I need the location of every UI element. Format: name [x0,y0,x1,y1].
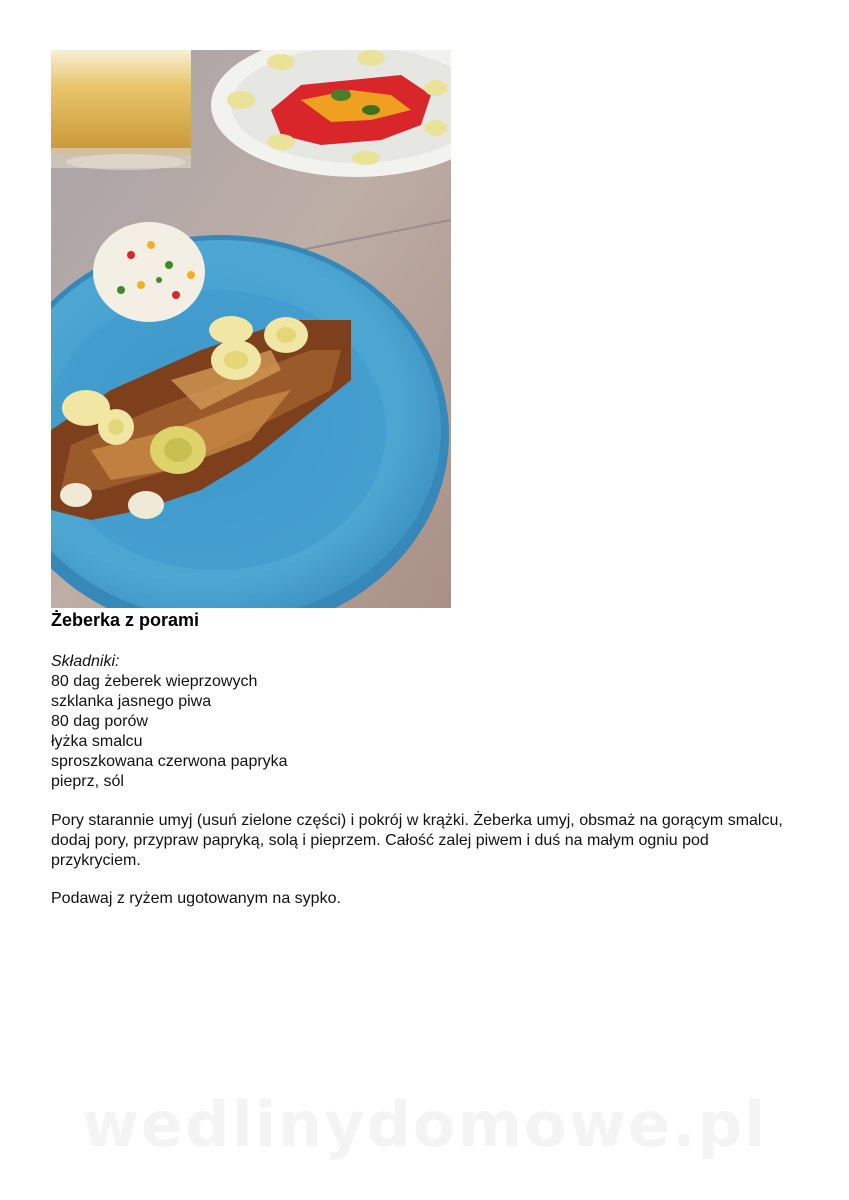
ingredient-item: szklanka jasnego piwa [51,693,212,710]
recipe-instructions: Pory starannie umyj (usuń zielone części) i pokrój w krążki. Żeberka umyj, obsmaż na gorącym smalcu, dodaj pory, przypraw papryką, solą i pieprzem. Całość zalej piwem i duś na małym ogniu pod przykryciem. [51,812,783,869]
ingredients-list [51,672,288,792]
ingredient-item: pieprz, sól [51,773,124,790]
site-watermark: wedlinydomowe.pl [81,1088,768,1161]
recipe-title: Żeberka z porami [51,610,200,630]
serving-suggestion: Podawaj z ryżem ugotowanym na sypko. [51,890,341,907]
ingredients-label: Składniki: [51,653,120,670]
ingredient-item: łyżka smalcu [51,733,143,750]
recipe-photo [51,50,451,608]
ingredient-item: 80 dag porów [51,713,148,730]
ingredients-section [51,652,288,792]
ingredient-item: sproszkowana czerwona papryka [51,753,288,770]
ingredient-item: 80 dag żeberek wieprzowych [51,673,258,690]
